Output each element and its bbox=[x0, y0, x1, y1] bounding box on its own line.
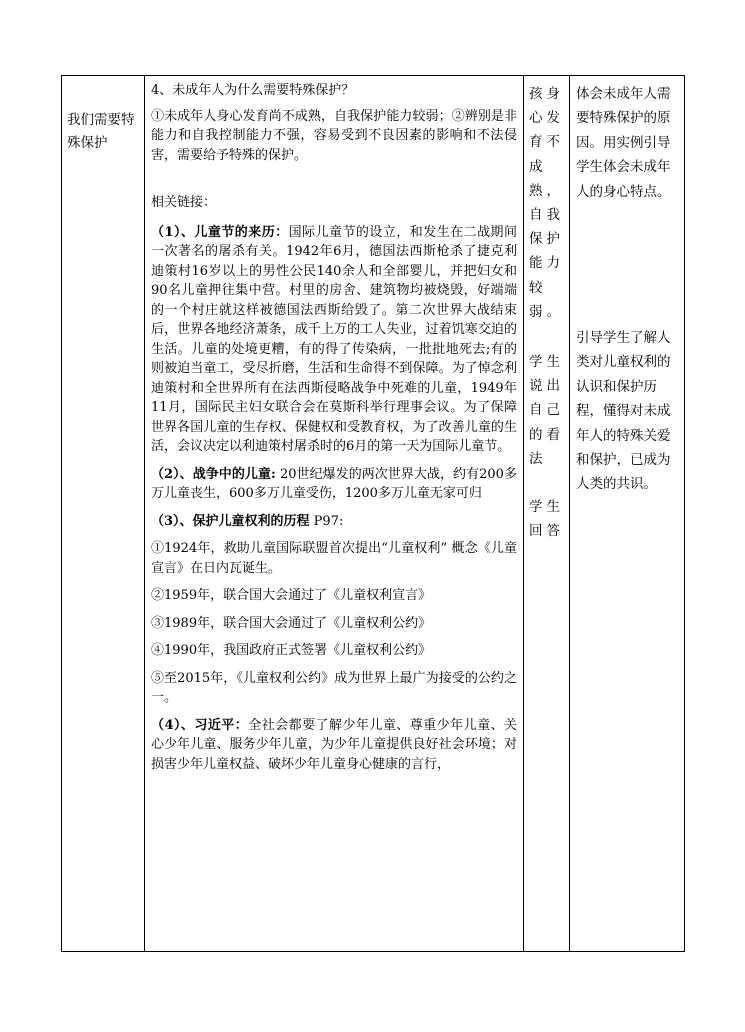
table-row bbox=[62, 76, 685, 952]
history-item: ⑤至2015年，《儿童权利公约》成为世界上最广为接受的公约之一。 bbox=[151, 670, 517, 705]
link-item bbox=[151, 223, 517, 457]
link-item-heading: （2）、战争中的儿童: bbox=[151, 466, 276, 482]
history-item: ②1959年，联合国大会通过了《儿童权利宣言》 bbox=[151, 588, 432, 603]
link-item bbox=[151, 465, 517, 504]
link-item bbox=[151, 512, 517, 532]
link-item-heading: （3）、保护儿童权利的历程 bbox=[151, 513, 310, 529]
link-item-heading: （1）、儿童节的来历： bbox=[151, 224, 289, 240]
activity-line: 自己 bbox=[529, 402, 564, 419]
activity-line: 学生 bbox=[529, 354, 564, 371]
link-item-body: 国际儿童节的设立，和发生在二战期间一次著名的屠杀有关。1942年6月，德国法西斯枪杀了捷克利迪策村16岁以上的男性公民140余人和全部婴儿，并把妇女和90名儿童押往集中营。村里的房舍、建筑物均被烧毁，好端端的一个村庄就这样被德国法西斯给毁了。第二次世界大战结束后，世界各地经济萧条，成千上万的工人失业，过着饥寒交迫的生活。儿童的处境更糟，有的得了传染病，一批批地死去;有的则被迫当童工，受尽折磨，生活和生命得不到保障。为了悼念利迪策村和全世界所有在法西斯侵略战争中死难的儿童，1949年11月，国际民主妇女联合会在莫斯科举行理事会议。为了保障世界各国儿童的生存权、保健权和受教育权，为了改善儿童的生活，会议决定以利迪策村屠杀时的6月的第一天为国际儿童节。 bbox=[151, 224, 517, 454]
activity-line: 的看 bbox=[529, 426, 564, 443]
intent-text: 体会未成年人需要特殊保护的原因。用实例引导学生体会未成年人的身心特点。 bbox=[576, 86, 671, 200]
question: 4、未成年人为什么需要特殊保护？ bbox=[151, 83, 355, 98]
activity-line: 保护 bbox=[529, 231, 564, 248]
activity-line: 较弱。 bbox=[529, 279, 564, 320]
link-item bbox=[151, 716, 517, 775]
link-item-body: P97: bbox=[309, 513, 344, 529]
design-intent-cell bbox=[570, 76, 685, 952]
activity-line: 自我 bbox=[529, 207, 564, 224]
activity-line: 说出 bbox=[529, 378, 564, 395]
answer: ①未成年人身心发育尚不成熟，自我保护能力较弱；②辨别是非能力和自我控制能力不强，容易受到不良因素的影响和不法侵害，需要给予特殊的保护。 bbox=[151, 108, 517, 163]
content-cell bbox=[145, 76, 524, 952]
activity-line: 育不 bbox=[529, 134, 564, 151]
history-item: ③1989年，联合国大会通过了《儿童权利公约》 bbox=[151, 615, 432, 631]
related-links-title: 相关链接： bbox=[151, 195, 217, 210]
history-item: ④1990年，我国政府正式签署《儿童权利公约》 bbox=[151, 643, 432, 658]
activity-line: 回答 bbox=[529, 523, 564, 540]
link-item-body: 20世纪爆发的两次世界大战，约有200多万儿童丧生，600多万儿童受伤，1200多万儿童无家可归 bbox=[151, 466, 517, 501]
student-activity-cell bbox=[524, 76, 570, 952]
activity-line: 成熟， bbox=[529, 158, 564, 199]
activity-line: 学生 bbox=[529, 499, 564, 516]
link-item-heading: （4）、习近平： bbox=[151, 717, 249, 733]
lesson-plan-table bbox=[61, 75, 685, 952]
activity-line: 能力 bbox=[529, 255, 564, 272]
activity-line: 孩身 bbox=[529, 86, 564, 102]
link-item-body: 全社会都要了解少年儿童、尊重少年儿童、关心少年儿童、服务少年儿童，为少年儿童提供良好社会环境；对损害少年儿童权益、破坏少年儿童身心健康的言行， bbox=[151, 717, 517, 772]
history-item: ①1924年，救助儿童国际联盟首次提出“儿童权利” 概念《儿童宣言》在日内瓦诞生。 bbox=[151, 541, 517, 576]
stage-cell bbox=[62, 76, 145, 952]
intent-text: 引导学生了解人类对儿童权利的认识和保护历程，懂得对未成年人的特殊关爱和保护，已成为人类的共识。 bbox=[576, 330, 671, 493]
activity-line: 心发 bbox=[529, 110, 564, 127]
stage-title: 我们需要特殊保护 bbox=[67, 112, 135, 151]
activity-line: 法 bbox=[529, 450, 547, 467]
